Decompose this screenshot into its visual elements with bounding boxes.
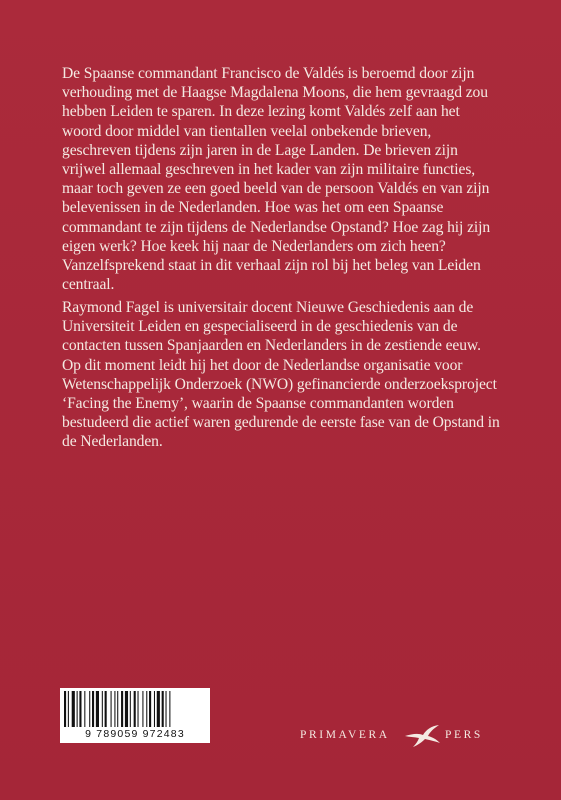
barcode-bar xyxy=(117,691,118,727)
barcode-bar xyxy=(166,691,167,727)
barcode-bar xyxy=(154,691,155,727)
description-text: De Spaanse commandant Francisco de Valdés is beroemd door zijn verhouding met de Haagse Magdalena Moons, die hem gevraagd zou hebben Leiden te sparen. In deze lezing komt Valdés zelf aan het woord door middel van tientallen veelal onbekende brieven, geschreven tijdens zijn jaren in de Lage Landen. De brieven zijn vrijwel allemaal geschreven in het kader van zijn militaire functies, maar toch geven ze een goed beeld van de persoon Valdés en van zijn belevenissen in de Nederlanden. Hoe was het om een Spaanse commandant te zijn tijdens de Nederlandse Opstand? Hoe zag hij zijn eigen werk? Hoe keek hij naar de Nederlanders om zich heen? Vanzelfsprekend staat in dit verhaal zijn rol bij het beleg van Leiden centraal. xyxy=(62,65,491,294)
barcode-bar xyxy=(146,691,147,727)
barcode-bar xyxy=(125,691,128,727)
barcode-bar xyxy=(64,691,66,727)
barcode-bar xyxy=(121,691,123,727)
barcode-bar xyxy=(77,691,78,727)
barcode-bar xyxy=(114,691,115,727)
barcode-bar xyxy=(162,691,164,727)
barcode-bar xyxy=(68,691,69,727)
barcode-bar xyxy=(96,691,99,727)
barcode-bar xyxy=(89,691,90,727)
barcode-bar xyxy=(84,691,85,727)
barcode-bar xyxy=(149,691,151,727)
swallow-icon xyxy=(404,724,442,748)
barcode-bars xyxy=(64,691,206,727)
barcode-bar xyxy=(79,691,81,727)
publisher-name-left: PRIMAVERA xyxy=(300,729,390,741)
isbn-number: 9 789059 972483 xyxy=(85,728,185,740)
publisher-name-right: PERS xyxy=(445,729,483,741)
barcode-bar xyxy=(72,691,75,727)
barcode-bar xyxy=(102,691,103,727)
barcode-bar xyxy=(92,691,94,727)
barcode-bar xyxy=(169,691,170,727)
barcode-bar xyxy=(138,691,139,727)
barcode-bar xyxy=(142,691,143,727)
barcode-bar xyxy=(111,691,112,727)
barcode-bar xyxy=(105,691,107,727)
author-bio-text: Raymond Fagel is universitair docent Nieuwe Geschiedenis aan de Universiteit Leiden en gespecialiseerd in de geschiedenis van de contacten tussen Spanjaarden en Nederlanders in de zestiende eeuw. Op dit moment leidt hij het door de Nederlandse organisatie voor Wetenschappelijk Onderzoek (NWO) gefinancierde onderzoeksproject ‘Facing the Enemy’, waarin de Spaanse commandanten worden bestudeerd die actief waren gedurende de eerste fase van de Opstand in de Nederlanden. xyxy=(62,299,500,451)
barcode-bar xyxy=(157,691,160,727)
barcode-bar xyxy=(134,691,136,727)
description-paragraph xyxy=(62,64,502,294)
author-bio-paragraph xyxy=(62,298,502,452)
publisher-logo xyxy=(0,726,561,750)
barcode-bar xyxy=(130,691,131,727)
